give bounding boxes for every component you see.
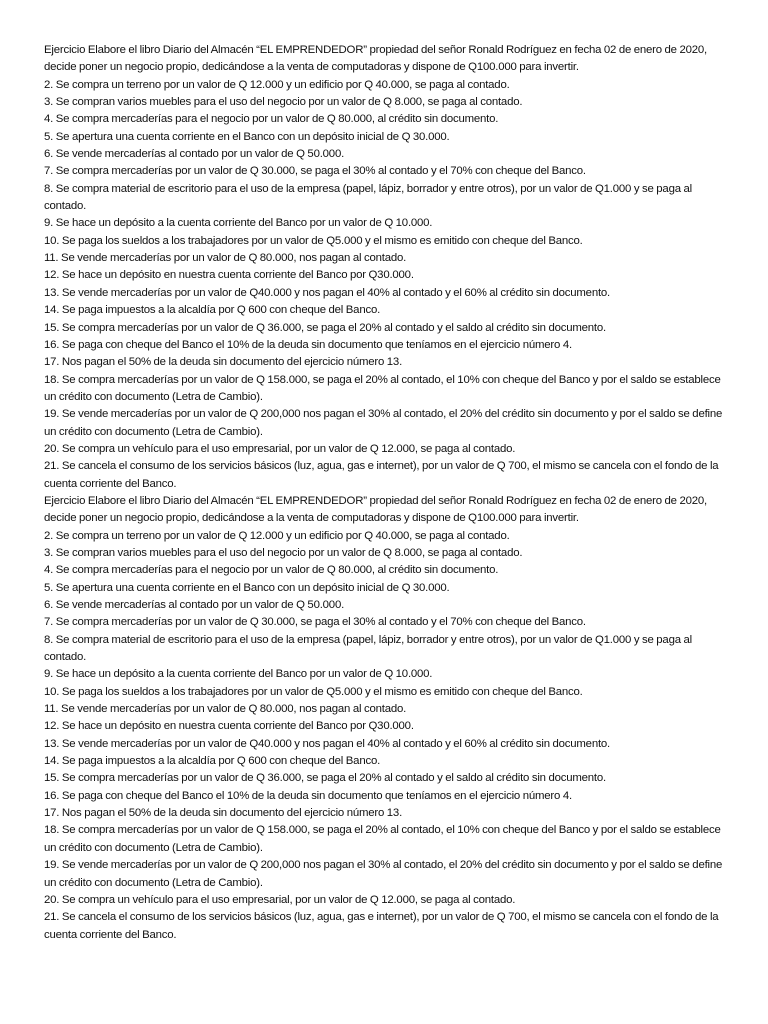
- exercise-intro-paragraph: Ejercicio Elabore el libro Diario del Almacén “EL EMPRENDEDOR” propiedad del señor Ronald Rodríguez en fecha 02 de enero de 2020, decide poner un negocio propio, dedicándose a la venta de computadoras y dispone de Q100.000 para invertir.: [44, 44, 707, 74]
- exercise-item-16: 16. Se paga con cheque del Banco el 10% de la deuda sin documento que teníamos en el ejercicio número 4.: [44, 789, 572, 802]
- exercise-item-21: 21. Se cancela el consumo de los servicios básicos (luz, agua, gas e internet), por un valor de Q 700, el mismo se cancela con el fondo de la cuenta corriente del Banco.: [44, 460, 719, 490]
- exercise-item-5: 5. Se apertura una cuenta corriente en el Banco con un depósito inicial de Q 30.000.: [44, 130, 450, 143]
- exercise-item-15: 15. Se compra mercaderías por un valor de Q 36.000, se paga el 20% al contado y el saldo al crédito sin documento.: [44, 321, 606, 334]
- exercise-item-2: 2. Se compra un terreno por un valor de Q 12.000 y un edificio por Q 40.000, se paga al contado.: [44, 529, 510, 542]
- exercise-item-13: 13. Se vende mercaderías por un valor de Q40.000 y nos pagan el 40% al contado y el 60% al crédito sin documento.: [44, 286, 611, 299]
- exercise-item-18: 18. Se compra mercaderías por un valor de Q 158.000, se paga el 20% al contado, el 10% con cheque del Banco y por el saldo se establece un crédito con documento (Letra de Cambio).: [44, 824, 721, 854]
- exercise-item-12: 12. Se hace un depósito en nuestra cuenta corriente del Banco por Q30.000.: [44, 720, 414, 733]
- exercise-item-4: 4. Se compra mercaderías para el negocio por un valor de Q 80.000, al crédito sin documento.: [44, 564, 499, 577]
- exercise-item-11: 11. Se vende mercaderías por un valor de Q 80.000, nos pagan al contado.: [44, 252, 407, 265]
- exercise-item-9: 9. Se hace un depósito a la cuenta corriente del Banco por un valor de Q 10.000.: [44, 217, 433, 230]
- exercise-item-5: 5. Se apertura una cuenta corriente en el Banco con un depósito inicial de Q 30.000.: [44, 581, 450, 594]
- exercise-block: [44, 42, 724, 493]
- exercise-item-20: 20. Se compra un vehículo para el uso empresarial, por un valor de Q 12.000, se paga al contado.: [44, 893, 516, 906]
- exercise-item-16: 16. Se paga con cheque del Banco el 10% de la deuda sin documento que teníamos en el ejercicio número 4.: [44, 338, 572, 351]
- exercise-item-12: 12. Se hace un depósito en nuestra cuenta corriente del Banco por Q30.000.: [44, 269, 414, 282]
- exercise-item-10: 10. Se paga los sueldos a los trabajadores por un valor de Q5.000 y el mismo es emitido con cheque del Banco.: [44, 234, 583, 247]
- exercise-item-14: 14. Se paga impuestos a la alcaldía por Q 600 con cheque del Banco.: [44, 304, 381, 317]
- exercise-block: [44, 493, 724, 944]
- exercise-item-9: 9. Se hace un depósito a la cuenta corriente del Banco por un valor de Q 10.000.: [44, 668, 433, 681]
- exercise-item-18: 18. Se compra mercaderías por un valor de Q 158.000, se paga el 20% al contado, el 10% con cheque del Banco y por el saldo se establece un crédito con documento (Letra de Cambio).: [44, 373, 721, 403]
- document-body: [44, 42, 724, 944]
- exercise-item-13: 13. Se vende mercaderías por un valor de Q40.000 y nos pagan el 40% al contado y el 60% al crédito sin documento.: [44, 737, 611, 750]
- exercise-intro-paragraph: Ejercicio Elabore el libro Diario del Almacén “EL EMPRENDEDOR” propiedad del señor Ronald Rodríguez en fecha 02 de enero de 2020, decide poner un negocio propio, dedicándose a la venta de computadoras y dispone de Q100.000 para invertir.: [44, 494, 707, 525]
- exercise-item-17: 17. Nos pagan el 50% de la deuda sin documento del ejercicio número 13.: [44, 807, 403, 820]
- exercise-item-20: 20. Se compra un vehículo para el uso empresarial, por un valor de Q 12.000, se paga al contado.: [44, 442, 516, 455]
- exercise-item-11: 11. Se vende mercaderías por un valor de Q 80.000, nos pagan al contado.: [44, 703, 407, 716]
- exercise-item-6: 6. Se vende mercaderías al contado por un valor de Q 50.000.: [44, 599, 345, 611]
- exercise-item-10: 10. Se paga los sueldos a los trabajadores por un valor de Q5.000 y el mismo es emitido con cheque del Banco.: [44, 685, 583, 698]
- exercise-item-7: 7. Se compra mercaderías por un valor de Q 30.000, se paga el 30% al contado y el 70% con cheque del Banco.: [44, 616, 586, 629]
- exercise-item-14: 14. Se paga impuestos a la alcaldía por Q 600 con cheque del Banco.: [44, 755, 381, 768]
- exercise-item-4: 4. Se compra mercaderías para el negocio por un valor de Q 80.000, al crédito sin documento.: [44, 113, 499, 126]
- exercise-item-17: 17. Nos pagan el 50% de la deuda sin documento del ejercicio número 13.: [44, 356, 403, 369]
- exercise-item-19: 19. Se vende mercaderías por un valor de Q 200,000 nos pagan el 30% al contado, el 20% del crédito sin documento y por el saldo se define un crédito con documento (Letra de Cambio).: [44, 408, 723, 438]
- exercise-item-3: 3. Se compran varios muebles para el uso del negocio por un valor de Q 8.000, se paga al contado.: [44, 546, 523, 559]
- exercise-item-19: 19. Se vende mercaderías por un valor de Q 200,000 nos pagan el 30% al contado, el 20% del crédito sin documento y por el saldo se define un crédito con documento (Letra de Cambio).: [44, 859, 723, 889]
- exercise-item-6: 6. Se vende mercaderías al contado por un valor de Q 50.000.: [44, 148, 345, 161]
- exercise-item-15: 15. Se compra mercaderías por un valor de Q 36.000, se paga el 20% al contado y el saldo al crédito sin documento.: [44, 772, 606, 785]
- exercise-item-8: 8. Se compra material de escritorio para el uso de la empresa (papel, lápiz, borrador y entre otros), por un valor de Q1.000 y se paga al contado.: [44, 182, 692, 213]
- exercise-item-2: 2. Se compra un terreno por un valor de Q 12.000 y un edificio por Q 40.000, se paga al contado.: [44, 78, 510, 91]
- exercise-item-3: 3. Se compran varios muebles para el uso del negocio por un valor de Q 8.000, se paga al contado.: [44, 96, 523, 109]
- exercise-item-8: 8. Se compra material de escritorio para el uso de la empresa (papel, lápiz, borrador y entre otros), por un valor de Q1.000 y se paga al contado.: [44, 633, 692, 664]
- exercise-item-7: 7. Se compra mercaderías por un valor de Q 30.000, se paga el 30% al contado y el 70% con cheque del Banco.: [44, 165, 586, 178]
- exercise-item-21: 21. Se cancela el consumo de los servicios básicos (luz, agua, gas e internet), por un valor de Q 700, el mismo se cancela con el fondo de la cuenta corriente del Banco.: [44, 911, 719, 941]
